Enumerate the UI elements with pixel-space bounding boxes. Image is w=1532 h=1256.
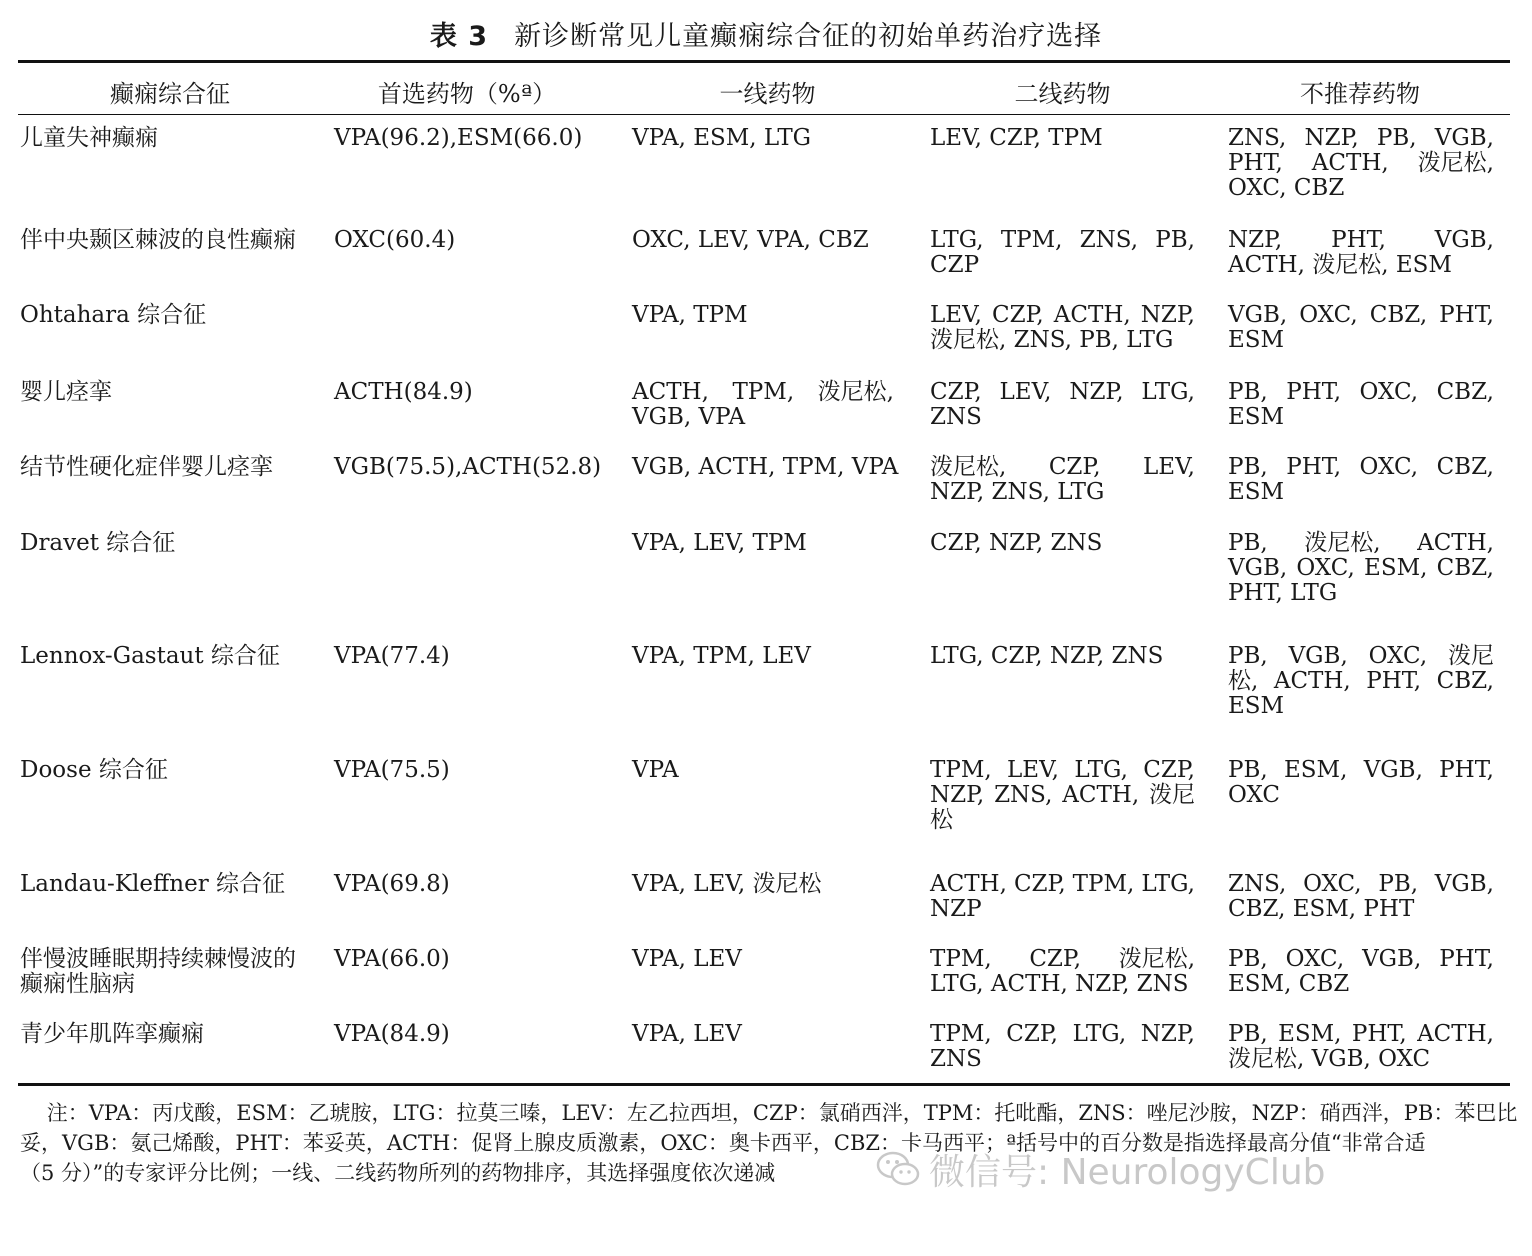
- watermark: [875, 1147, 1326, 1191]
- table-cell-preferred: [334, 644, 616, 669]
- table-cell-first: [632, 1022, 894, 1047]
- cell-line: PB, PHT, OXC, CBZ,: [1228, 454, 1494, 480]
- table-cell-syndrome: [20, 303, 320, 328]
- cell-line: 青少年肌阵挛癫痫: [20, 1021, 204, 1047]
- table-cell-not: [1228, 531, 1494, 606]
- cell-line: 松, ACTH, PHT, CBZ,: [1228, 668, 1494, 694]
- cell-line: VPA, LEV: [632, 1021, 742, 1047]
- cell-line: VPA(84.9): [334, 1021, 450, 1047]
- table-cell-first: [632, 228, 894, 253]
- table-cell-second: [930, 228, 1195, 278]
- table-cell-not: [1228, 872, 1494, 922]
- cell-line: ESM: [1228, 693, 1285, 719]
- cell-line: PHT, LTG: [1228, 580, 1338, 606]
- table-cell-not: [1228, 380, 1494, 430]
- cell-line: Lennox-Gastaut 综合征: [20, 643, 280, 669]
- table-cell-not: [1228, 947, 1494, 997]
- cell-line: VPA(69.8): [334, 871, 450, 897]
- table-cell-not: [1228, 1022, 1494, 1072]
- wechat-icon: [875, 1149, 921, 1189]
- table-cell-second: [930, 455, 1195, 505]
- cell-line: VGB, OXC, ESM, CBZ,: [1228, 555, 1494, 581]
- table-cell-not: [1228, 303, 1494, 353]
- table-cell-syndrome: [20, 380, 320, 405]
- cell-line: VPA, LEV, 泼尼松: [632, 871, 822, 897]
- cell-line: 泼尼松, VGB, OXC: [1228, 1046, 1431, 1072]
- cell-line: ZNS: [930, 1046, 982, 1072]
- cell-line: CZP, LEV, NZP, LTG,: [930, 379, 1195, 405]
- column-header-first-line: 一线药物: [719, 80, 816, 108]
- table-cell-preferred: [334, 1022, 616, 1047]
- cell-line: VPA, ESM, LTG: [632, 125, 812, 151]
- cell-line: ZNS: [930, 404, 982, 430]
- table-title: [0, 14, 1532, 53]
- table-cell-preferred: [334, 228, 616, 253]
- table-cell-not: [1228, 758, 1494, 808]
- cell-line: NZP: [930, 896, 982, 922]
- table-cell-second: [930, 303, 1195, 353]
- column-header-syndrome: 癫痫综合征: [110, 80, 230, 108]
- table-number: 表 3: [429, 21, 489, 52]
- cell-line: 儿童失神癫痫: [20, 125, 158, 151]
- table-cell-first: [632, 126, 894, 151]
- table-cell-preferred: [334, 126, 616, 151]
- table-cell-first: [632, 758, 894, 783]
- cell-line: Landau-Kleffner 综合征: [20, 871, 286, 897]
- cell-line: Doose 综合征: [20, 757, 168, 783]
- cell-line: ZNS, NZP, PB, VGB,: [1228, 125, 1494, 151]
- cell-line: PB, OXC, VGB, PHT,: [1228, 946, 1494, 972]
- table-cell-preferred: [334, 872, 616, 897]
- table-cell-preferred: [334, 947, 616, 972]
- table-cell-second: [930, 644, 1195, 669]
- table-cell-second: [930, 947, 1195, 997]
- header-rule: [18, 114, 1510, 115]
- table-cell-not: [1228, 644, 1494, 719]
- table-cell-not: [1228, 126, 1494, 201]
- table-cell-syndrome: [20, 228, 320, 253]
- table-cell-not: [1228, 228, 1494, 278]
- cell-line: ESM, CBZ: [1228, 971, 1350, 997]
- cell-line: ZNS, OXC, PB, VGB,: [1228, 871, 1494, 897]
- cell-line: VGB, VPA: [632, 404, 746, 430]
- table-cell-syndrome: [20, 531, 320, 556]
- table-cell-syndrome: [20, 455, 320, 480]
- cell-line: ACTH, 泼尼松, ESM: [1228, 252, 1452, 278]
- table-cell-syndrome: [20, 758, 320, 783]
- table-cell-second: [930, 1022, 1195, 1072]
- cell-line: PB, ESM, VGB, PHT,: [1228, 757, 1494, 783]
- table-cell-syndrome: [20, 872, 320, 897]
- cell-line: LEV, CZP, ACTH, NZP,: [930, 302, 1195, 328]
- cell-line: LTG, ACTH, NZP, ZNS: [930, 971, 1189, 997]
- cell-line: PB, VGB, OXC, 泼尼: [1228, 643, 1494, 669]
- table-cell-first: [632, 454, 899, 480]
- table-cell-second: [930, 531, 1195, 556]
- table-cell-first: [632, 531, 894, 556]
- table-cell-not: [1228, 455, 1494, 505]
- cell-line: TPM, CZP, LTG, NZP,: [930, 1021, 1195, 1047]
- cell-line: VPA(66.0): [334, 946, 450, 972]
- cell-line: 癫痫性脑病: [20, 971, 135, 997]
- cell-line: 松: [930, 807, 953, 833]
- table-cell-syndrome: [20, 644, 320, 669]
- cell-line: LTG, TPM, ZNS, PB,: [930, 227, 1195, 253]
- table-cell-second: [930, 380, 1195, 430]
- cell-line: ESM: [1228, 479, 1285, 505]
- cell-line: VGB(75.5),ACTH(52.8): [334, 454, 602, 480]
- cell-line: TPM, CZP, 泼尼松,: [930, 946, 1195, 972]
- footnote-line: 妥，VGB：氨己烯酸，PHT：苯妥英，ACTH：促肾上腺皮质激素，OXC：奥卡西平，CBZ：卡马西平；ª括号中的百分数是指选择最高分值“非常合适: [20, 1131, 1426, 1155]
- cell-line: 婴儿痉挛: [20, 379, 112, 405]
- cell-line: CBZ, ESM, PHT: [1228, 896, 1415, 922]
- footnote-line: 注：VPA：丙戊酸，ESM：乙琥胺，LTG：拉莫三嗪，LEV：左乙拉西坦，CZP：氯硝西泮，TPM：托吡酯，ZNS：唑尼沙胺，NZP：硝西泮，PB：苯巴比: [20, 1101, 1518, 1125]
- table-cell-syndrome: [20, 947, 320, 997]
- table-cell-first: [632, 303, 894, 328]
- table-cell-preferred: [334, 455, 616, 480]
- cell-line: VPA(77.4): [334, 643, 450, 669]
- watermark-text: 微信号: NeurologyClub: [929, 1151, 1326, 1193]
- cell-line: Dravet 综合征: [20, 530, 176, 556]
- cell-line: VPA: [632, 757, 679, 783]
- cell-line: 伴中央颞区棘波的良性癫痫: [20, 227, 296, 253]
- column-header-second-line: 二线药物: [1014, 80, 1111, 108]
- cell-line: ACTH(84.9): [334, 379, 473, 405]
- bottom-rule: [18, 1083, 1510, 1086]
- cell-line: OXC, LEV, VPA, CBZ: [632, 227, 869, 253]
- cell-line: PB, PHT, OXC, CBZ,: [1228, 379, 1494, 405]
- cell-line: NZP, PHT, VGB,: [1228, 227, 1494, 253]
- cell-line: VPA(96.2),ESM(66.0): [334, 125, 583, 151]
- cell-line: 泼尼松, ZNS, PB, LTG: [930, 327, 1174, 353]
- cell-line: OXC(60.4): [334, 227, 456, 253]
- table-cell-first: [632, 947, 894, 972]
- cell-line: VGB, OXC, CBZ, PHT,: [1228, 302, 1494, 328]
- cell-line: VPA(75.5): [334, 757, 450, 783]
- cell-line: 伴慢波睡眠期持续棘慢波的: [20, 946, 296, 972]
- cell-line: LEV, CZP, TPM: [930, 125, 1103, 151]
- cell-line: CZP: [930, 252, 980, 278]
- cell-line: NZP, ZNS, LTG: [930, 479, 1105, 505]
- cell-line: NZP, ZNS, ACTH, 泼尼: [930, 782, 1195, 808]
- column-header-preferred: 首选药物（%ª）: [377, 80, 557, 108]
- table-cell-second: [930, 872, 1195, 922]
- cell-line: VGB, ACTH, TPM, VPA: [632, 454, 899, 480]
- table-cell-syndrome: [20, 126, 320, 151]
- cell-line: ESM: [1228, 404, 1285, 430]
- footnote-line: （5 分）”的专家评分比例；一线、二线药物所列的药物排序，其选择强度依次递减: [20, 1161, 776, 1185]
- table-cell-preferred: [334, 380, 616, 405]
- table-cell-second: [930, 126, 1195, 151]
- cell-line: VPA, LEV, TPM: [632, 530, 807, 556]
- table-title-text: 新诊断常见儿童癫痫综合征的初始单药治疗选择: [514, 21, 1103, 52]
- table-cell-preferred: [334, 758, 616, 783]
- cell-line: CZP, NZP, ZNS: [930, 530, 1103, 556]
- cell-line: PB, 泼尼松, ACTH,: [1228, 530, 1494, 556]
- table-cell-second: [930, 758, 1195, 833]
- cell-line: LTG, CZP, NZP, ZNS: [930, 643, 1164, 669]
- cell-line: VPA, TPM: [632, 302, 748, 328]
- cell-line: OXC, CBZ: [1228, 175, 1345, 201]
- table-cell-syndrome: [20, 1022, 320, 1047]
- cell-line: ACTH, TPM, 泼尼松,: [632, 379, 894, 405]
- cell-line: PB, ESM, PHT, ACTH,: [1228, 1021, 1494, 1047]
- cell-line: PHT, ACTH, 泼尼松,: [1228, 150, 1494, 176]
- cell-line: OXC: [1228, 782, 1281, 808]
- cell-line: ESM: [1228, 327, 1285, 353]
- cell-line: 泼尼松, CZP, LEV,: [930, 454, 1195, 480]
- table-cell-first: [632, 380, 894, 430]
- column-header-not-recommended: 不推荐药物: [1300, 80, 1420, 108]
- cell-line: VPA, LEV: [632, 946, 742, 972]
- table-cell-first: [632, 644, 894, 669]
- cell-line: 结节性硬化症伴婴儿痉挛: [20, 454, 273, 480]
- cell-line: VPA, TPM, LEV: [632, 643, 811, 669]
- cell-line: Ohtahara 综合征: [20, 302, 207, 328]
- cell-line: ACTH, CZP, TPM, LTG,: [930, 871, 1195, 897]
- top-rule: [18, 60, 1510, 63]
- table-cell-first: [632, 872, 894, 897]
- cell-line: TPM, LEV, LTG, CZP,: [930, 757, 1195, 783]
